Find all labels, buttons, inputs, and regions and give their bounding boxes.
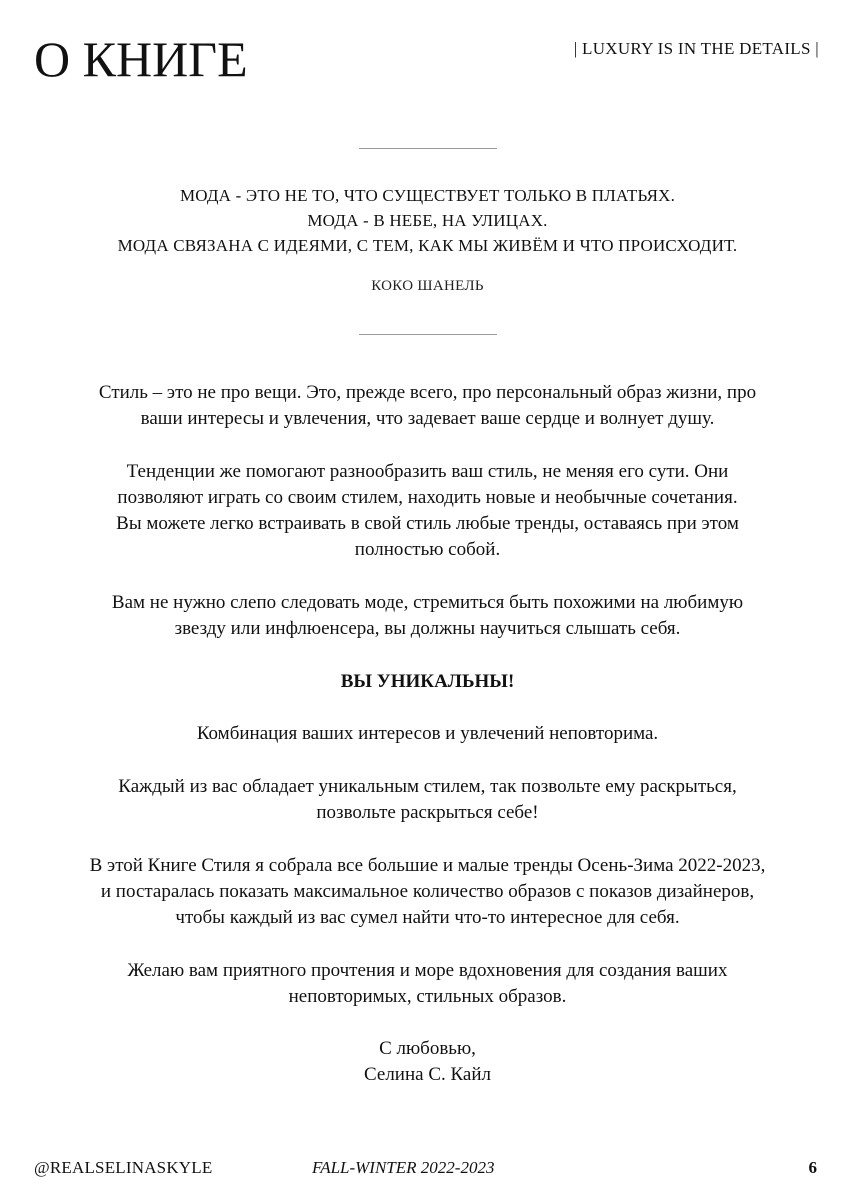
closing-line: С любовью, <box>379 1038 476 1059</box>
quote-line: МОДА - В НЕБЕ, НА УЛИЦАХ. <box>307 211 548 230</box>
author-signature: Селина С. Кайл <box>363 1064 492 1085</box>
text-line: Желаю вам приятного прочтения и море вдохновения для создания ваших <box>127 960 728 981</box>
page-number: 6 <box>808 1158 817 1177</box>
paragraph <box>0 958 855 1010</box>
text-line: чтобы каждый из вас сумел найти что-то интересное для себя. <box>175 907 680 928</box>
quote-line: МОДА СВЯЗАНА С ИДЕЯМИ, С ТЕМ, КАК МЫ ЖИВЁМ И ЧТО ПРОИСХОДИТ. <box>117 236 738 255</box>
text-line: звезду или инфлюенсера, вы должны научиться слышать себя. <box>174 618 681 639</box>
paragraph <box>0 774 855 826</box>
text-line: Стиль – это не про вещи. Это, прежде всего, про персональный образ жизни, про <box>98 382 757 403</box>
text-line: Вы можете легко встраивать в свой стиль любые тренды, оставаясь при этом <box>116 513 739 534</box>
paragraph <box>0 590 855 642</box>
quote-block <box>0 183 855 258</box>
text-line: полностью собой. <box>354 539 501 560</box>
text-line: Каждый из вас обладает уникальным стилем, так позвольте ему раскрыться, <box>118 776 737 797</box>
page-title: О КНИГЕ <box>34 31 248 87</box>
divider-top <box>359 148 497 149</box>
text-line: Вам не нужно слепо следовать моде, стремиться быть похожими на любимую <box>111 592 744 613</box>
signature-block <box>0 1036 855 1088</box>
text-line: позвольте раскрыться себе! <box>316 802 539 823</box>
divider-bottom <box>359 334 497 335</box>
paragraph <box>0 380 855 432</box>
quote-line: МОДА - ЭТО НЕ ТО, ЧТО СУЩЕСТВУЕТ ТОЛЬКО В ПЛАТЬЯХ. <box>179 186 676 205</box>
paragraph <box>0 853 855 931</box>
header-tagline: | LUXURY IS IN THE DETAILS | <box>573 39 819 58</box>
quote-author: КОКО ШАНЕЛЬ <box>371 278 484 294</box>
text-line: позволяют играть со своим стилем, находить новые и необычные сочетания. <box>117 487 738 508</box>
text-line: неповторимых, стильных образов. <box>288 986 567 1007</box>
text-line: В этой Книге Стиля я собрала все большие и малые тренды Осень-Зима 2022-2023, <box>89 855 766 876</box>
text-line: ваши интересы и увлечения, что задевает ваше сердце и волнует душу. <box>140 408 715 429</box>
footer-handle: @REALSELINASKYLE <box>34 1158 213 1177</box>
footer-season: FALL-WINTER 2022-2023 <box>312 1158 495 1177</box>
text-line: и постаралась показать максимальное количество образов с показов дизайнеров, <box>100 881 755 902</box>
body-text <box>0 380 855 1115</box>
text-line: Тенденции же помогают разнообразить ваш стиль, не меняя его сути. Они <box>126 461 729 482</box>
section-heading: ВЫ УНИКАЛЬНЫ! <box>340 671 515 692</box>
paragraph <box>0 721 855 747</box>
paragraph <box>0 459 855 563</box>
text-line: Комбинация ваших интересов и увлечений неповторима. <box>196 723 659 744</box>
